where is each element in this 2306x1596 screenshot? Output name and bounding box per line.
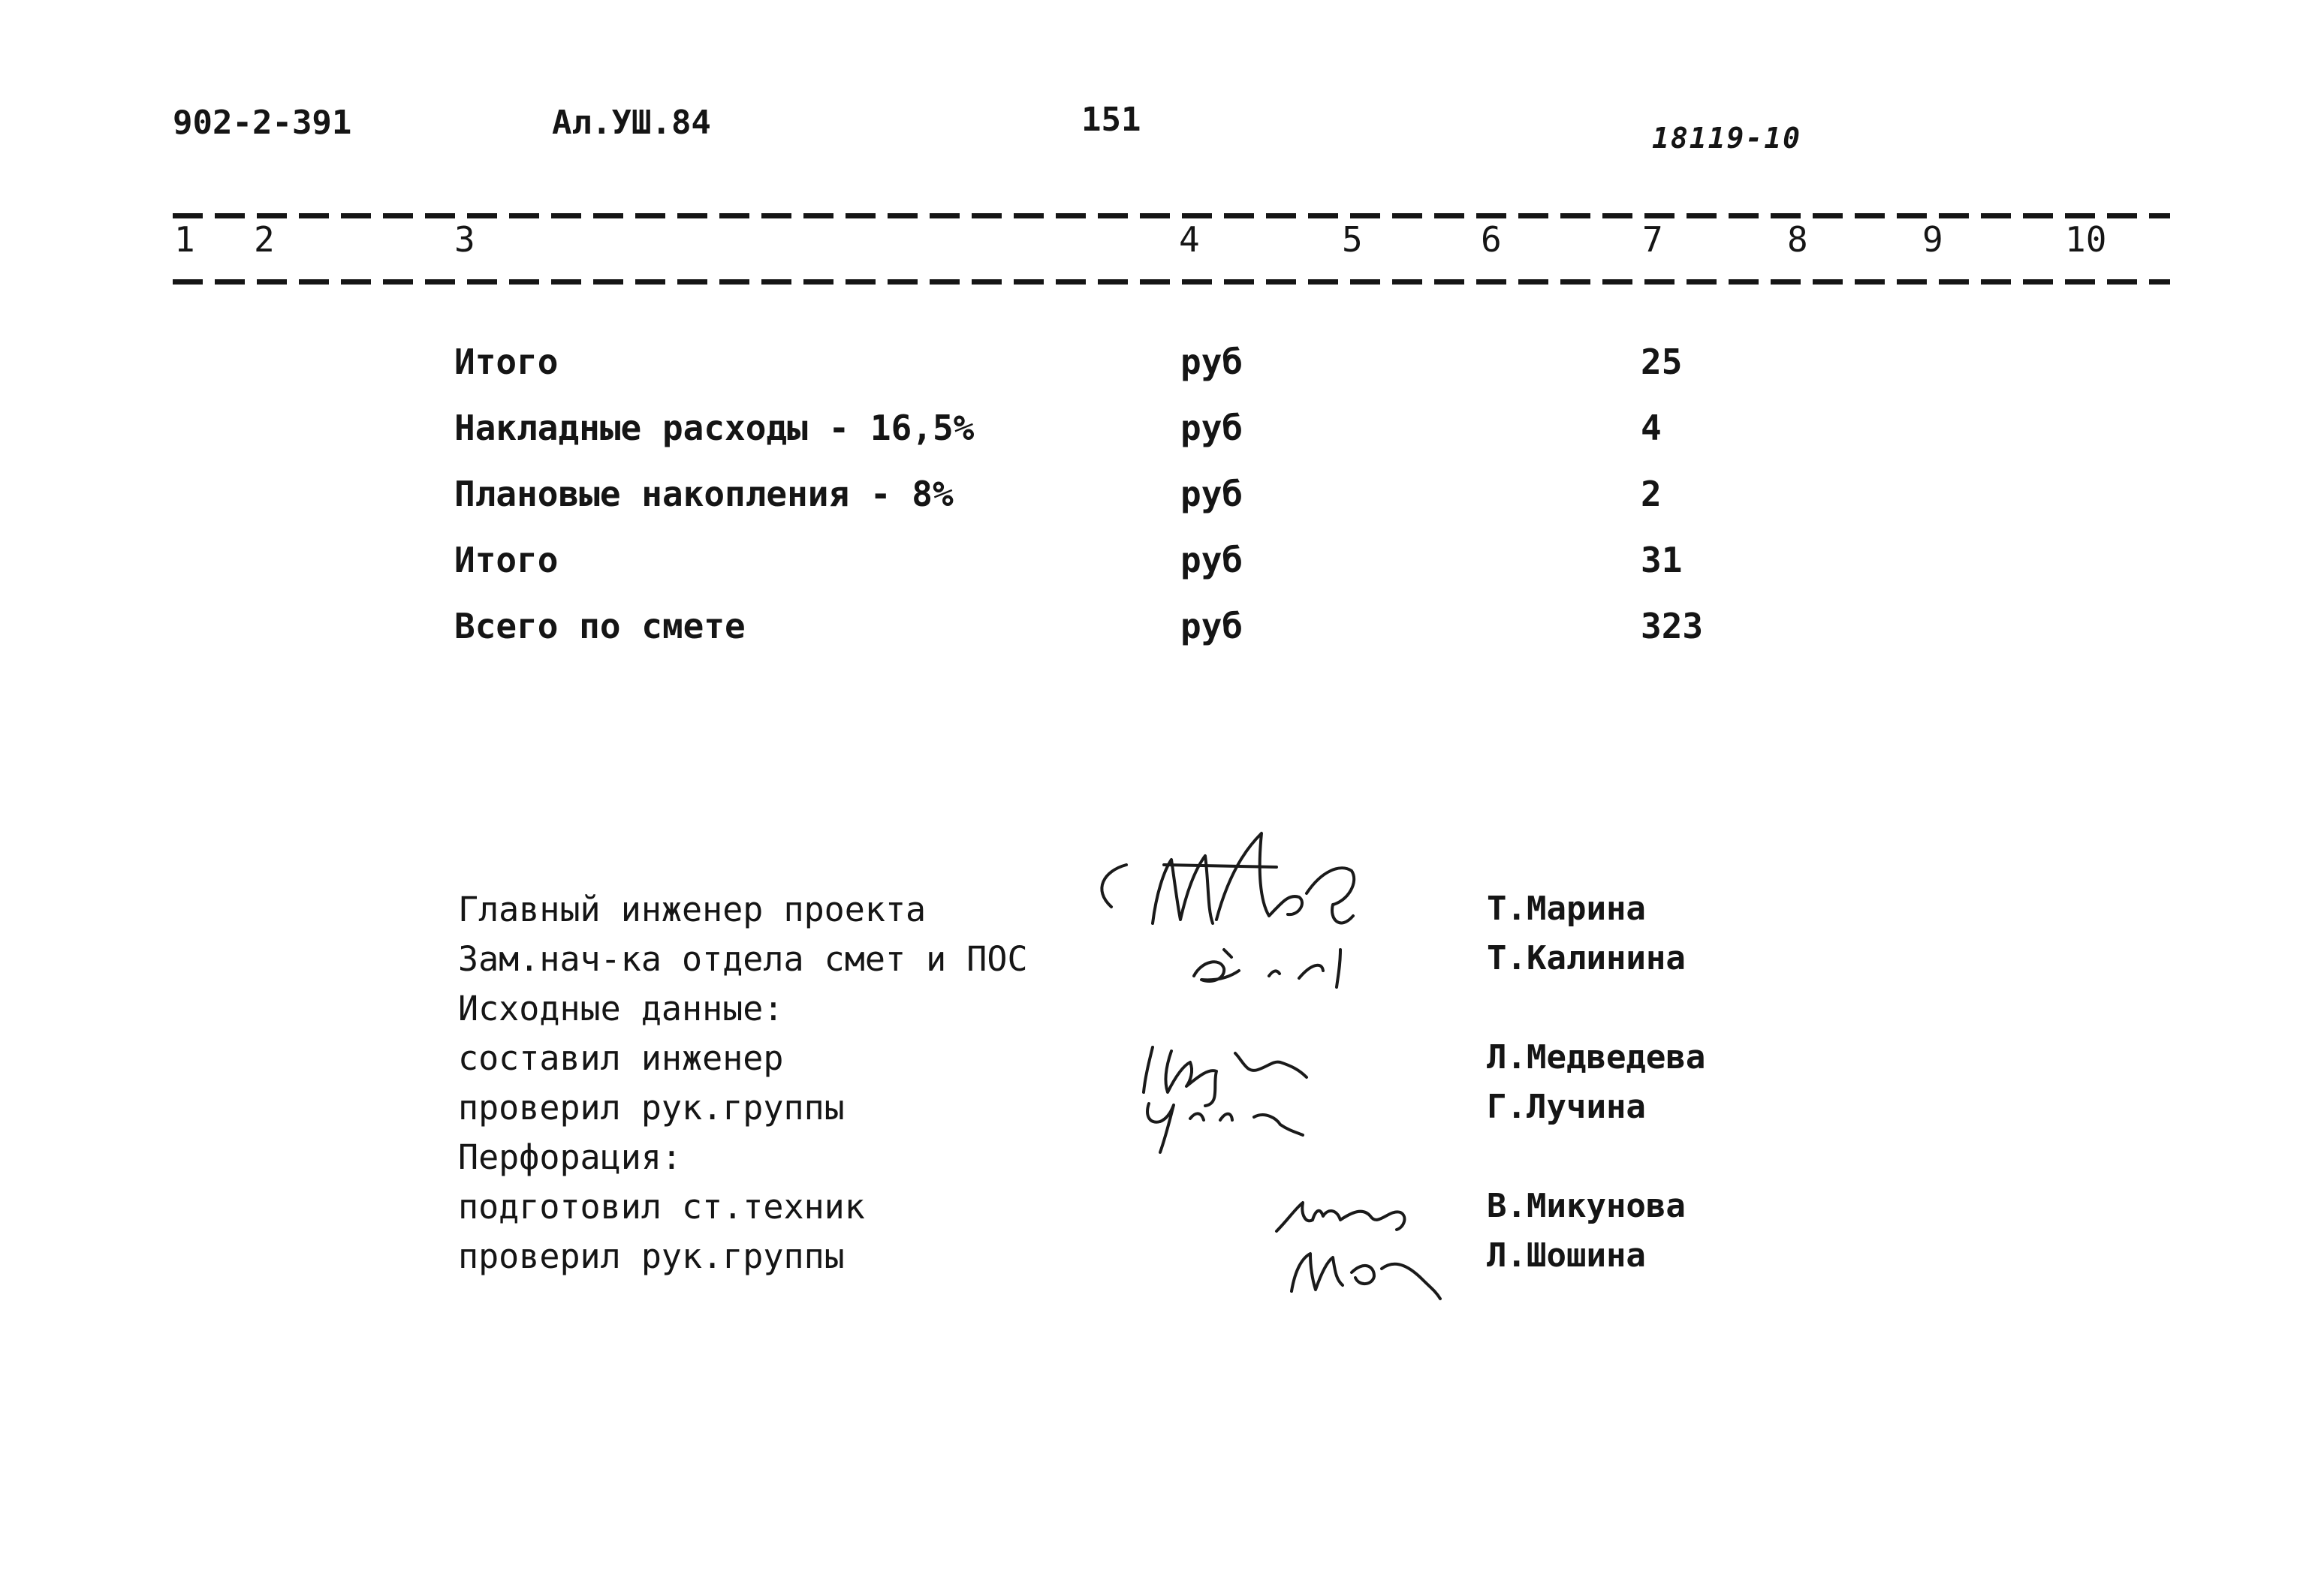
signature-role-8: проверил рук.группы bbox=[458, 1236, 845, 1276]
signature-role-4: составил инженер bbox=[458, 1038, 784, 1078]
column-number-2: 2 bbox=[254, 219, 275, 260]
signature-name-2: Т.Калинина bbox=[1487, 939, 1686, 977]
signature-name-8: Л.Шошина bbox=[1487, 1236, 1646, 1275]
signature-name-5: Г.Лучина bbox=[1487, 1088, 1646, 1126]
summary-row-5-label: Всего по смете bbox=[454, 606, 746, 646]
document-stamp: 18119-10 bbox=[1652, 122, 1802, 155]
summary-row-1-unit: руб bbox=[1180, 342, 1243, 382]
signature-role-6: Перфорация: bbox=[458, 1137, 683, 1177]
top-dashed-rule bbox=[173, 213, 2170, 218]
summary-row-4-unit: руб bbox=[1180, 540, 1243, 580]
handwritten-signature-mikunova bbox=[1269, 1186, 1457, 1306]
page-number: 151 bbox=[1081, 101, 1141, 139]
signature-role-3: Исходные данные: bbox=[458, 989, 784, 1028]
summary-row-4-value: 31 bbox=[1641, 540, 1683, 580]
document-code: 902-2-391 bbox=[173, 104, 352, 142]
summary-row-3-value: 2 bbox=[1641, 474, 1662, 514]
signature-role-5: проверил рук.группы bbox=[458, 1088, 845, 1128]
handwritten-signature-marina bbox=[1081, 818, 1374, 946]
summary-row-3-unit: руб bbox=[1180, 474, 1243, 514]
column-number-1: 1 bbox=[174, 219, 195, 260]
signature-role-1: Главный инженер проекта bbox=[458, 890, 927, 929]
signature-name-4: Л.Медведева bbox=[1487, 1038, 1706, 1077]
signature-role-7: подготовил ст.техник bbox=[458, 1187, 865, 1227]
summary-row-1-label: Итого bbox=[454, 342, 559, 382]
album-code: Ал.УШ.84 bbox=[552, 104, 711, 142]
column-number-9: 9 bbox=[1922, 219, 1943, 260]
signature-name-7: В.Микунова bbox=[1487, 1187, 1686, 1225]
summary-row-3-label: Плановые накопления - 8% bbox=[454, 474, 954, 514]
column-number-4: 4 bbox=[1179, 219, 1200, 260]
column-number-6: 6 bbox=[1481, 219, 1502, 260]
summary-row-2-unit: руб bbox=[1180, 408, 1243, 448]
summary-row-2-value: 4 bbox=[1641, 408, 1662, 448]
column-number-8: 8 bbox=[1787, 219, 1808, 260]
bottom-dashed-rule bbox=[173, 279, 2170, 285]
handwritten-signature-kalinina bbox=[1179, 935, 1374, 995]
column-number-5: 5 bbox=[1342, 219, 1363, 260]
summary-row-4-label: Итого bbox=[454, 540, 559, 580]
signature-name-1: Т.Марина bbox=[1487, 890, 1646, 928]
column-number-3: 3 bbox=[454, 219, 475, 260]
column-number-7: 7 bbox=[1642, 219, 1663, 260]
summary-row-5-unit: руб bbox=[1180, 606, 1243, 646]
summary-row-2-label: Накладные расходы - 16,5% bbox=[454, 408, 975, 448]
column-number-10: 10 bbox=[2065, 219, 2107, 260]
summary-row-1-value: 25 bbox=[1641, 342, 1683, 382]
summary-row-5-value: 323 bbox=[1641, 606, 1704, 646]
signature-role-2: Зам.нач-ка отдела смет и ПОС bbox=[458, 939, 1028, 979]
handwritten-signature-luchina bbox=[1130, 1089, 1318, 1156]
